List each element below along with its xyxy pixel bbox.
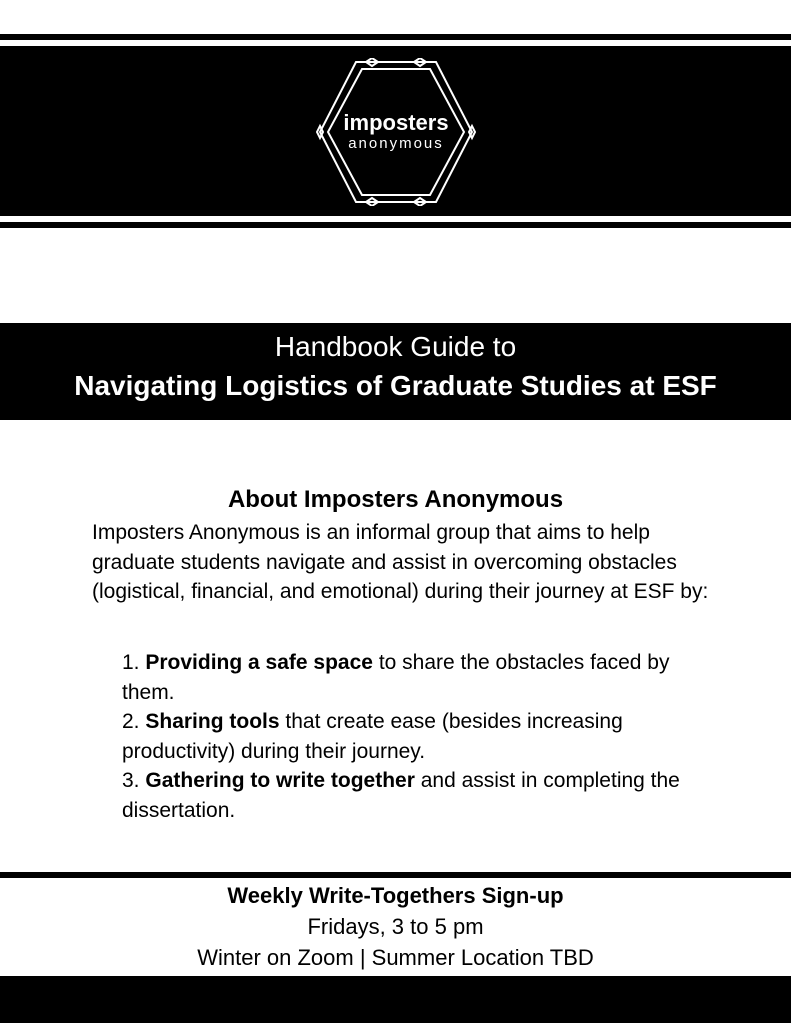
goal-highlight: Sharing tools [145,710,280,733]
goal-number: 2. [122,710,140,733]
imposters-anonymous-logo [316,58,476,206]
goal-item [122,766,712,825]
logo-text-imposters: imposters [343,110,449,135]
about-heading: About Imposters Anonymous [227,486,564,513]
footer-rule [0,872,791,878]
goal-text: and assist in completing the dissertation. [122,769,680,822]
goal-highlight: Gathering to write together [145,769,415,792]
goal-item [122,707,712,766]
about-description: Imposters Anonymous is an informal group that aims to help graduate students navigate and assist in overcoming obstacles (logistical, financial, and emotional) during their journey at ESF by: [92,521,709,603]
signup-info [0,880,791,973]
signup-location: Winter on Zoom | Summer Location TBD [197,945,594,970]
document-title: Navigating Logistics of Graduate Studies at ESF [74,370,717,401]
title-band [0,323,791,420]
goals-list [122,648,712,825]
goal-text: that create ease (besides increasing productivity) during their journey. [122,710,623,763]
goal-item [122,648,712,707]
signup-schedule: Fridays, 3 to 5 pm [307,914,484,939]
footer-band [0,976,791,1023]
header-bottom-rule [0,222,791,228]
goal-text: to share the obstacles faced by them. [122,651,670,704]
goal-number: 1. [122,651,140,674]
goal-number: 3. [122,769,140,792]
signup-heading: Weekly Write-Togethers Sign-up [227,883,564,908]
header-top-rule [0,34,791,40]
goal-highlight: Providing a safe space [145,651,373,674]
logo-text-anonymous: anonymous [348,135,444,152]
document-subtitle: Handbook Guide to [274,331,517,362]
